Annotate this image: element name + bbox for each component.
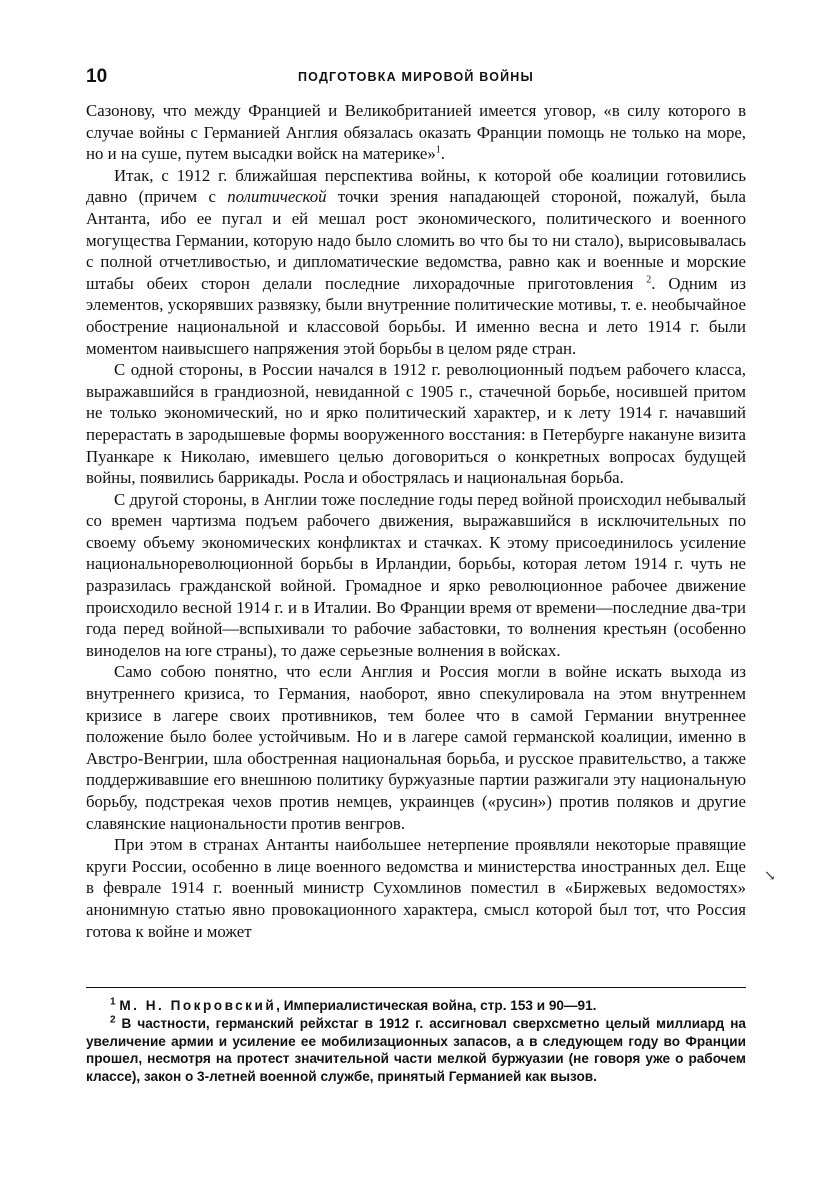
footnote-text: В частности, германский рейхстаг в 1912 г. ассигновал сверхсметно целый миллиард на увеличение армии и усиление ее мобилизационных запасов, а в следующем году во Франции прошел, несмотря на протест значительной части мелкой буржуазии (не говоря уже о рабочем классе), закон о 3-летней военной службе, принятый Германией как вызов. (86, 1015, 746, 1085)
paragraph (86, 165, 746, 359)
margin-pencil-mark: ↘ (764, 869, 776, 884)
paragraph (86, 834, 746, 942)
paragraph (86, 661, 746, 834)
paragraph-text: С другой стороны, в Англии тоже последние годы перед войной происходил небывалый со времен чартизма подъем рабочего движения, выражавшийся в исключительных по своему объему экономических конфликтах и стачках. К этому присоединилось усиление национальнореволюционной борьбы в Ирландии, борьбы, которая летом 1914 г. чуть не разразилась гражданской войной. Громадное и ярко революционное рабочее движение происходило весной 1914 г. и в Италии. Во Франции время от времени—последние два-три года перед войной—вспыхивали то рабочие забастовки, то волнения крестьян (особенно виноделов на юге страны), то даже серьезные волнения в войсках. (86, 489, 746, 660)
footnote-divider (86, 987, 746, 988)
footnote-number: 2 (110, 1014, 116, 1026)
paragraph (86, 489, 746, 662)
paragraph-text: Сазонову, что между Францией и Великобританией имеется уговор, «в силу которого в случае войны с Германией Англия обязалась оказать Франции помощь не только на море, но и на суше, путем высадки войск на материке» (86, 101, 746, 164)
paragraph-text: точки зрения нападающей стороной, пожалуй, была Антанта, ибо ее пугал и ей мешал рост экономического, политического и военного могущества Германии, которую надо было сломить во что бы то ни стало), вырисовывалась с полной отчетливостью, и дипломатические ведомства, равно как и военные и морские штабы обеих сторон делали последние лихорадочные приготовления (86, 187, 746, 293)
footnote-ref: 2 (646, 274, 652, 286)
footnote-author: М. Н. Покровский (119, 998, 277, 1013)
paragraph-text: . Одним из элементов, ускорявших развязку, были внутренние политические мотивы, т. е. необычайное обострение национальной и классовой борьбы. И именно весна и лето 1914 г. были моментом наивысшего напряжения этой борьбы в целом ряде стран. (86, 273, 746, 358)
footnote-text: , Империалистическая война, стр. 153 и 90—91. (276, 998, 597, 1013)
footnote (86, 997, 746, 1015)
footnote (86, 1015, 746, 1086)
paragraph-text: Само собою понятно, что если Англия и Россия могли в войне искать выхода из внутреннего кризиса, то Германия, наоборот, явно спекулировала на этом внутреннем кризисе в лагере своих противников, тем более что в самой Германии внутреннее положение было более устойчивым. Но и в лагере самой германской коалиции, именно в Австро-Венгрии, шла обостренная национальная борьба, и русское правительство, а также поддерживавшие его внешнюю политику буржуазные партии разжигали эту национальную борьбу, подстрекая чехов против немцев, украинцев («русин») против поляков и другие славянские национальности против венгров. (86, 662, 746, 833)
page-number: 10 (86, 66, 108, 87)
main-text (86, 100, 746, 942)
emphasis-text: политической (227, 187, 327, 207)
paragraph (86, 100, 746, 165)
running-title: ПОДГОТОВКА МИРОВОЙ ВОЙНЫ (298, 70, 534, 84)
footnote-number: 1 (110, 996, 116, 1008)
paragraph-text: С одной стороны, в России начался в 1912 г. революционный подъем рабочего класса, выражавшийся в грандиозной, невиданной с 1905 г., стачечной борьбе, носившей притом не только экономический, но и ярко политический характер, и к лету 1914 г. начавший перерастать в зародышевые формы вооруженного восстания: в Петербурге накануне визита Пуанкаре к Николаю, имевшего целью договориться о конкретных вопросах будущей войны, появились баррикады. Росла и обострялась и национальная борьба. (86, 360, 746, 488)
paragraph-text: Итак, с 1912 г. ближайшая перспектива войны, к которой обе коалиции готовились давно (причем с (86, 165, 746, 207)
footnotes (86, 997, 746, 1086)
footnote-ref: 1 (435, 144, 441, 156)
paragraph-text: При этом в странах Антанты наибольшее нетерпение проявляли некоторые правящие круги России, особенно в лице военного ведомства и министерства иностранных дел. Еще в феврале 1914 г. военный министр Сухомлинов поместил в «Биржевых ведомостях» анонимную статью явно провокационного характера, смысл которой был тот, что Россия готова к войне и может (86, 835, 746, 941)
paragraph-text: . (440, 144, 445, 164)
paragraph (86, 359, 746, 489)
page-header (86, 66, 746, 92)
